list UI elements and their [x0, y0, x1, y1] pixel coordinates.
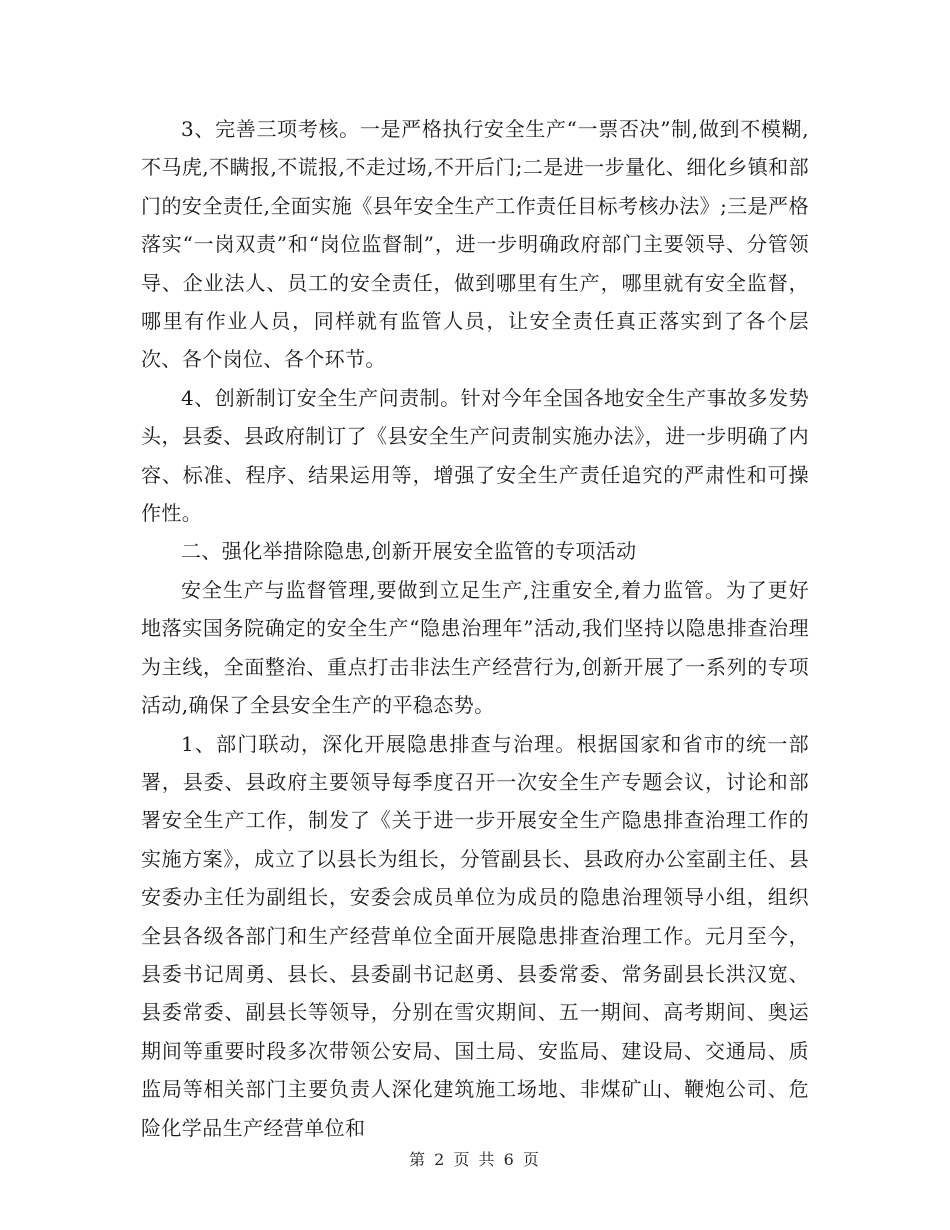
paragraph-supervision: 安全生产与监督管理,要做到立足生产,注重安全,着力监管。为了更好地落实国务院确定的安全生产“隐患治理年”活动,我们坚持以隐患排查治理为主线，全面整治、重点打击非法生产经营行为,创新开展了一系列的专项活动,确保了全县安全生产的平稳态势。	[141, 577, 809, 718]
paragraph-assessment: 3、完善三项考核。一是严格执行安全生产“一票否决”制,做到不模糊,不马虎,不瞒报,不谎报,不走过场,不开后门;二是进一步量化、细化乡镇和部门的安全责任,全面实施《县年安全生产工作责任目标考核办法》;三是严格落实“一岗双责”和“岗位监督制”，进一步明确政府部门主要领导、分管领导、企业法人、员工的安全责任，做到哪里有生产，哪里就有安全监督，哪里有作业人员，同样就有监管人员，让安全责任真正落实到了各个层次、各个岗位、各个环节。	[141, 117, 809, 372]
paragraph-accountability: 4、创新制订安全生产问责制。针对今年全国各地安全生产事故多发势头，县委、县政府制订了《县安全生产问责制实施办法》，进一步明确了内容、标准、程序、结果运用等，增强了安全生产责任追究的严肃性和可操作性。	[141, 385, 809, 526]
page-footer: 第 2 页 共 6 页	[409, 1150, 541, 1169]
document-body	[141, 110, 809, 1147]
section-heading: 二、强化举措除隐患,创新开展安全监管的专项活动	[181, 539, 637, 564]
paragraph-hazard-inspection: 1、部门联动，深化开展隐患排查与治理。根据国家和省市的统一部署，县委、县政府主要领导每季度召开一次安全生产专题会议，讨论和部署安全生产工作，制发了《关于进一步开展安全生产隐患排查治理工作的实施方案》，成立了以县长为组长，分管副县长、县政府办公室副主任、县安委办主任为副组长，安委会成员单位为成员的隐患治理领导小组，组织全县各级各部门和生产经营单位全面开展隐患排查治理工作。元月至今，县委书记周勇、县长、县委副书记赵勇、县委常委、常务副县长洪汉宽、县委常委、副县长等领导，分别在雪灾期间、五一期间、高考期间、奥运期间等重要时段多次带领公安局、国土局、安监局、建设局、交通局、质监局等相关部门主要负责人深化建筑施工场地、非煤矿山、鞭炮公司、危险化学品生产经营单位和	[141, 731, 809, 1140]
